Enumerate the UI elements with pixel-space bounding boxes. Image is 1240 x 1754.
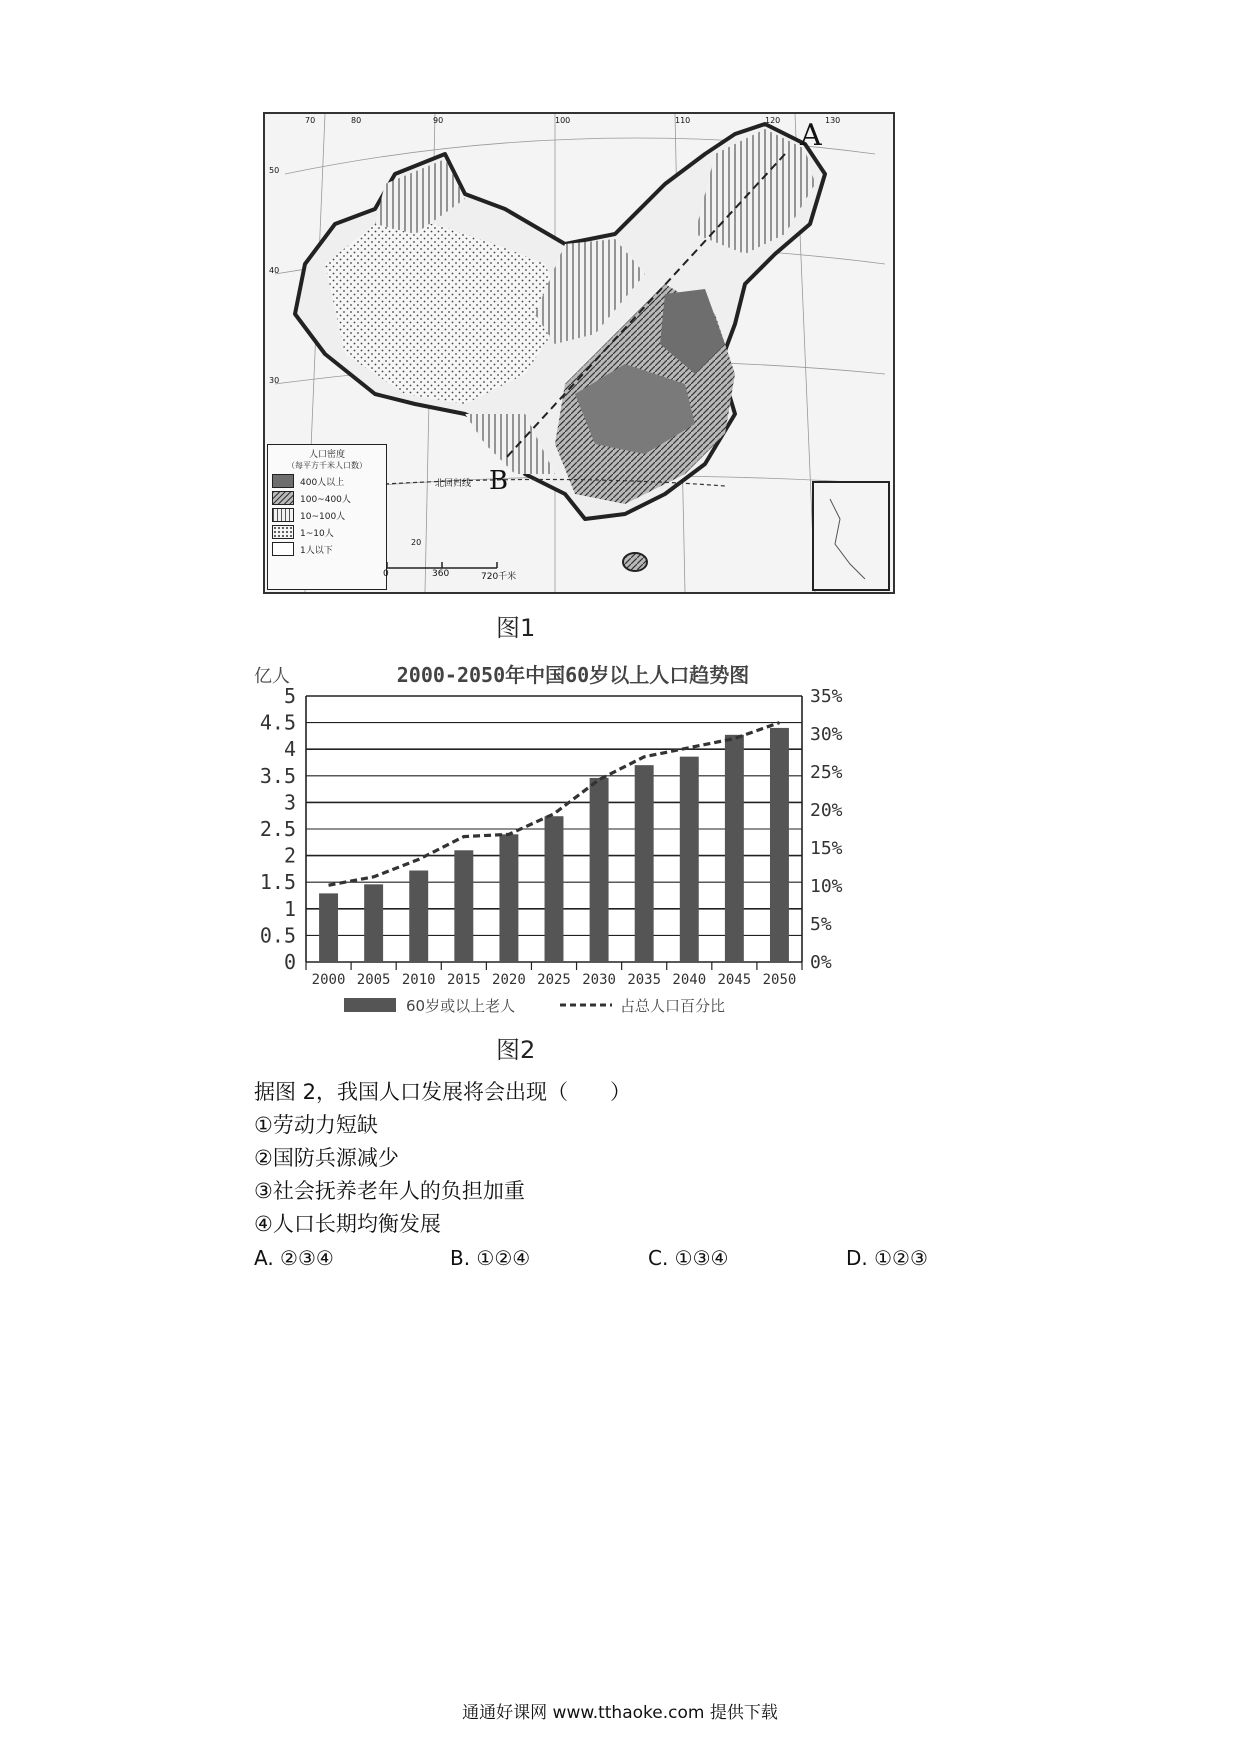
x-tick-label: 2040 — [672, 972, 707, 988]
x-tick-label: 2000 — [311, 972, 346, 988]
y-right-tick-label: 25% — [810, 762, 843, 783]
legend-title: 人口密度 — [308, 450, 345, 460]
bar-60-plus — [680, 757, 699, 962]
latitude-label-50: 50 — [269, 166, 280, 175]
legend-swatch-below-1 — [272, 542, 294, 556]
y-left-tick-label: 2 — [283, 843, 296, 868]
y-left-tick-label: 4 — [283, 737, 296, 762]
y-left-tick-label: 0.5 — [259, 923, 296, 948]
legend-line-label: 占总人口百分比 — [620, 997, 726, 1015]
bar-60-plus — [409, 870, 428, 962]
legend-bar-label: 60岁或以上老人 — [406, 997, 516, 1015]
population-density-map — [263, 112, 895, 594]
statement-1: ①劳动力短缺 — [254, 1113, 378, 1137]
latitude-label-40: 40 — [269, 266, 280, 275]
point-label-a: A — [800, 118, 822, 153]
longitude-label-80: 80 — [351, 116, 362, 125]
longitude-label-110: 110 — [675, 116, 691, 125]
legend-label-1-10: 1~10人 — [300, 528, 334, 539]
figure1-caption: 图1 — [496, 614, 536, 642]
longitude-label-90: 90 — [433, 116, 444, 125]
chart-title: 2000-2050年中国60岁以上人口趋势图 — [396, 663, 750, 687]
longitude-label-100: 100 — [555, 116, 571, 125]
y-right-tick-label: 5% — [810, 914, 832, 935]
option-b[interactable]: B. ①②④ — [450, 1246, 531, 1270]
statement-2: ②国防兵源减少 — [254, 1146, 399, 1170]
longitude-label-70: 70 — [305, 116, 316, 125]
y-right-tick-label: 15% — [810, 838, 843, 859]
option-c[interactable]: C. ①③④ — [648, 1246, 729, 1270]
y-left-tick-label: 1 — [283, 896, 296, 921]
option-a[interactable]: A. ②③④ — [254, 1246, 334, 1270]
y-left-tick-label: 3.5 — [259, 763, 296, 788]
bar-60-plus — [590, 778, 609, 962]
bar-60-plus — [499, 834, 518, 962]
y-right-tick-label: 10% — [810, 876, 843, 897]
legend-bar-swatch — [344, 998, 396, 1012]
statement-3: ③社会抚养老年人的负担加重 — [254, 1179, 525, 1203]
bar-60-plus — [545, 816, 564, 962]
y-right-tick-label: 30% — [810, 724, 843, 745]
y-left-tick-label: 2.5 — [259, 817, 296, 841]
legend-subtitle: （每平方千米人口数） — [287, 461, 367, 470]
y-left-tick-label: 4.5 — [259, 710, 296, 735]
option-d[interactable]: D. ①②③ — [846, 1246, 928, 1270]
y-right-tick-label: 35% — [810, 686, 843, 707]
x-tick-label: 2050 — [762, 972, 797, 988]
latitude-label-30: 30 — [269, 376, 280, 385]
legend-label-100-400: 100~400人 — [300, 494, 351, 505]
point-label-b: B — [489, 466, 509, 496]
x-tick-label: 2025 — [537, 972, 571, 988]
longitude-label-120: 120 — [765, 116, 781, 125]
y-left-tick-label: 1.5 — [259, 870, 296, 895]
tropic-label: 北回归线 — [435, 479, 472, 489]
y-right-tick-label: 0% — [810, 952, 832, 973]
legend-item-400-plus — [272, 474, 382, 488]
bar-60-plus — [725, 735, 744, 962]
page-footer: 通通好课网 www.tthaoke.com 提供下载 — [462, 1703, 778, 1723]
x-tick-label: 2010 — [401, 972, 436, 988]
bar-60-plus — [319, 893, 338, 962]
latitude-label-20: 20 — [411, 538, 422, 547]
legend-swatch-100-400 — [272, 491, 294, 505]
question-stem: 据图 2，我国人口发展将会出现（ ） — [254, 1080, 632, 1104]
statement-4: ④人口长期均衡发展 — [254, 1212, 441, 1236]
legend-swatch-10-100 — [272, 508, 294, 522]
x-tick-label: 2015 — [446, 972, 481, 988]
y-left-tick-label: 0 — [283, 950, 296, 974]
legend-item-below-1 — [272, 542, 382, 556]
x-tick-label: 2030 — [582, 972, 616, 988]
legend-swatch-400-plus — [272, 474, 294, 488]
legend-item-1-10 — [272, 525, 382, 539]
bar-60-plus — [770, 728, 789, 962]
y-left-tick-label: 5 — [283, 684, 296, 708]
scale-label-720: 720千米 — [481, 572, 517, 582]
elderly-population-chart — [248, 660, 888, 1020]
bar-60-plus — [364, 884, 383, 962]
x-tick-label: 2035 — [627, 972, 662, 988]
map-legend — [267, 444, 387, 590]
bar-60-plus — [454, 850, 473, 962]
scale-label-360: 360 — [432, 569, 450, 579]
scale-label-0: 0 — [383, 569, 389, 579]
legend-swatch-1-10 — [272, 525, 294, 539]
bar-60-plus — [635, 765, 654, 962]
legend-label-below-1: 1人以下 — [300, 545, 333, 556]
y-left-tick-label: 3 — [283, 790, 296, 815]
legend-item-100-400 — [272, 491, 382, 505]
longitude-label-130: 130 — [825, 116, 841, 125]
legend-label-10-100: 10~100人 — [300, 511, 346, 522]
legend-item-10-100 — [272, 508, 382, 522]
x-tick-label: 2045 — [717, 972, 752, 988]
x-tick-label: 2020 — [492, 972, 526, 988]
figure2-caption: 图2 — [496, 1036, 536, 1064]
chart-ylabel-left: 亿人 — [254, 666, 290, 687]
x-tick-label: 2005 — [356, 972, 391, 988]
legend-label-400-plus: 400人以上 — [300, 477, 345, 488]
y-right-tick-label: 20% — [810, 800, 843, 821]
